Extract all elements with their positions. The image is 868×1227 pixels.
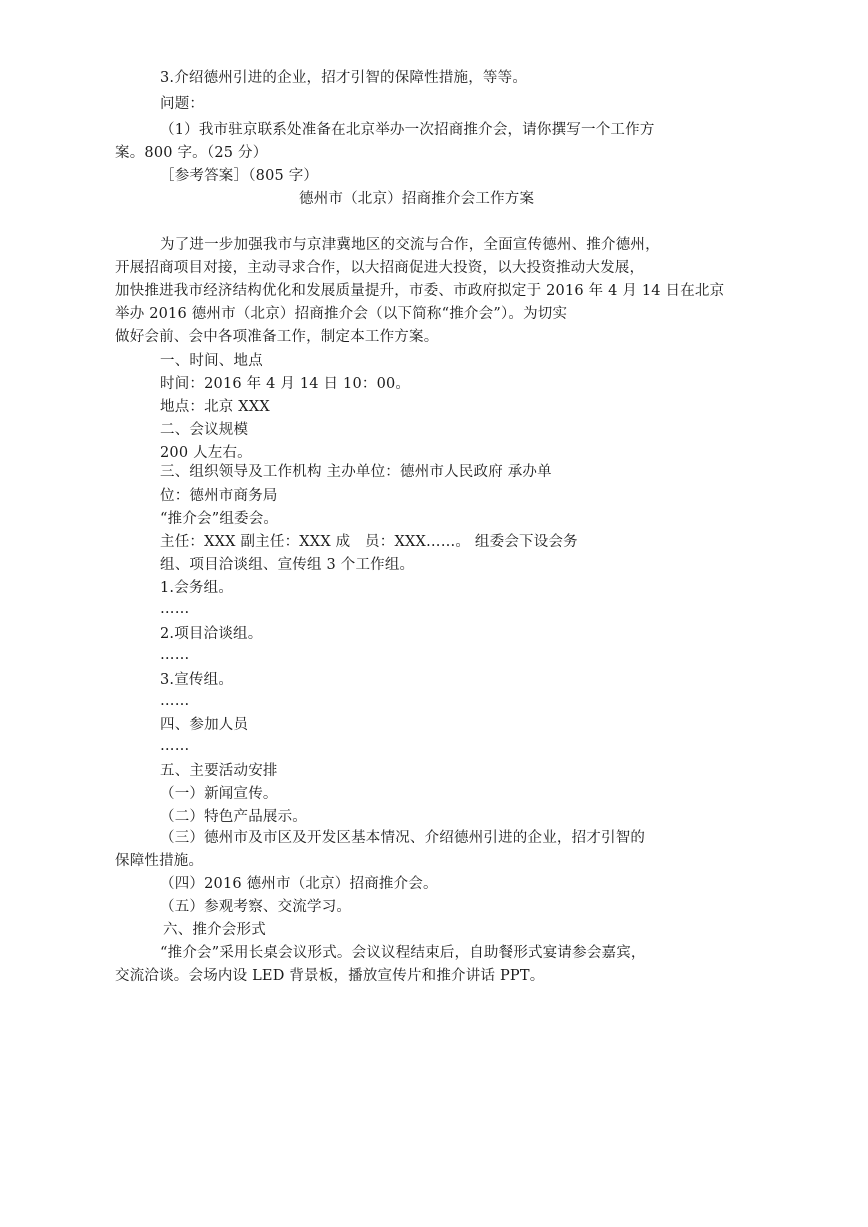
question-1-line-2: 案。800 字。（25 分） xyxy=(115,145,268,161)
section-5-item-a: （一）新闻宣传。 xyxy=(160,786,278,802)
section-5-item-c-line-2: 保障性措施。 xyxy=(115,853,204,869)
para-1-line-4: 举办 2016 德州市（北京）招商推介会（以下简称“推介会”）。为切实 xyxy=(115,306,568,322)
section-3-line-1: 三、组织领导及工作机构 主办单位：德州市人民政府 承办单 xyxy=(160,464,552,480)
group-1-ellipsis: …… xyxy=(160,601,190,617)
section-1-time: 时间：2016 年 4 月 14 日 10：00。 xyxy=(160,376,411,392)
section-5-item-c-line-1: （三）德州市及市区及开发区基本情况、介绍德州引进的企业，招才引智的 xyxy=(160,830,646,846)
section-5-item-b: （二）特色产品展示。 xyxy=(160,809,307,825)
section-3-line-2: 位：德州市商务局 xyxy=(160,488,278,504)
section-4-heading: 四、参加人员 xyxy=(160,717,249,733)
para-1-line-3: 加快推进我市经济结构优化和发展质量提升，市委、市政府拟定于 2016 年 4 月 14 日在北京 xyxy=(115,283,725,299)
group-2: 2.项目洽谈组。 xyxy=(160,626,263,642)
section-3-committee: “推介会”组委会。 xyxy=(160,511,279,527)
question-label: 问题： xyxy=(160,96,205,112)
section-3-members-line-2: 组、项目洽谈组、宣传组 3 个工作组。 xyxy=(160,557,415,573)
question-1-line-1: （1）我市驻京联系处准备在北京举办一次招商推介会，请你撰写一个工作方 xyxy=(160,122,655,138)
answer-label: ［参考答案］（805 字） xyxy=(160,168,319,184)
section-1-heading: 一、时间、地点 xyxy=(160,353,263,369)
document-title: 德州市（北京）招商推介会工作方案 xyxy=(299,191,535,207)
group-3-ellipsis: …… xyxy=(160,693,190,709)
para-1-line-1: 为了进一步加强我市与京津冀地区的交流与合作，全面宣传德州、推介德州， xyxy=(160,237,660,253)
section-2-scale: 200 人左右。 xyxy=(160,445,252,461)
para-1-line-2: 开展招商项目对接，主动寻求合作，以大招商促进大投资，以大投资推动大发展， xyxy=(115,260,645,276)
section-5-item-d: （四）2016 德州市（北京）招商推介会。 xyxy=(160,876,438,892)
section-5-heading: 五、主要活动安排 xyxy=(160,763,278,779)
section-3-members-line-1: 主任：XXX 副主任：XXX 成 员：XXX……。 组委会下设会务 xyxy=(160,534,578,550)
intro-item-3: 3.介绍德州引进的企业，招才引智的保障性措施，等等。 xyxy=(160,70,528,86)
section-6-heading: 六、推介会形式 xyxy=(163,922,266,938)
para-1-line-5: 做好会前、会中各项准备工作，制定本工作方案。 xyxy=(115,329,439,345)
section-2-heading: 二、会议规模 xyxy=(160,422,249,438)
group-2-ellipsis: …… xyxy=(160,647,190,663)
section-1-place: 地点：北京 XXX xyxy=(160,399,270,415)
section-6-line-2: 交流洽谈。会场内设 LED 背景板，播放宣传片和推介讲话 PPT。 xyxy=(115,968,545,984)
section-5-item-e: （五）参观考察、交流学习。 xyxy=(160,899,352,915)
section-4-ellipsis: …… xyxy=(160,738,190,754)
group-1: 1.会务组。 xyxy=(160,580,234,596)
section-6-line-1: “推介会”采用长桌会议形式。会议议程结束后，自助餐形式宴请参会嘉宾， xyxy=(160,945,646,961)
group-3: 3.宣传组。 xyxy=(160,672,234,688)
